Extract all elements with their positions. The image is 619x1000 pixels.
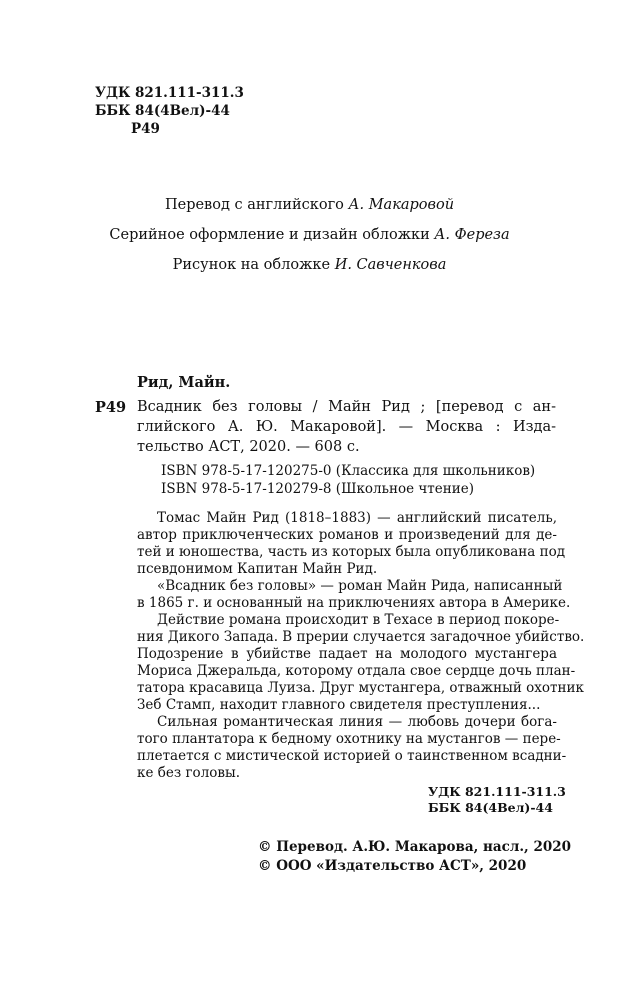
bbk-code: ББК 84(4Вел)-44 <box>95 103 230 119</box>
annotation-line: Сильная романтическая линия — любовь дочери бога- <box>157 714 557 730</box>
annotation <box>137 510 585 782</box>
bib-line: глийского А. Ю. Макаровой]. — Москва : Изда- <box>137 419 556 435</box>
bib-author-sign: Р49 <box>95 399 127 416</box>
isbn-line: ISBN 978-5-17-120279-8 (Школьное чтение) <box>161 481 475 497</box>
classification-block <box>95 84 244 138</box>
annotation-line: псевдонимом Капитан Майн Рид. <box>137 561 378 577</box>
bib-line: тельство АСТ, 2020. — 608 с. <box>137 439 360 455</box>
annotation-line: Подозрение в убийстве падает на молодого мустангера <box>137 646 557 662</box>
copyright-line: © Перевод. А.Ю. Макарова, насл., 2020 <box>258 839 572 855</box>
bib-line: Всадник без головы / Майн Рид ; [перевод с ан- <box>137 399 556 415</box>
credit-illustration: Рисунок на обложке И. Савченкова <box>172 257 447 273</box>
copyright-line: © ООО «Издательство АСТ», 2020 <box>258 858 527 874</box>
annotation-line: того плантатора к бедному охотнику на мустангов — пере- <box>137 731 561 747</box>
classification-bottom <box>428 784 566 816</box>
annotation-line: тей и юношества, часть из которых была опубликована под <box>137 544 566 560</box>
annotation-line: Мориса Джеральда, которому отдала свое сердце дочь план- <box>137 663 576 679</box>
annotation-line: ния Дикого Запада. В прерии случается загадочное убийство. <box>137 629 585 645</box>
annotation-paragraph <box>137 612 585 714</box>
annotation-paragraph <box>137 714 567 782</box>
credit-translator-name: А. Макаровой <box>348 197 455 213</box>
credit-design: Серийное оформление и дизайн обложки А. Фереза <box>109 227 510 243</box>
bbk-code-bottom: ББК 84(4Вел)-44 <box>428 800 553 815</box>
annotation-line: Томас Майн Рид (1818–1883) — английский писатель, <box>157 510 557 526</box>
udk-code: УДК 821.111-311.3 <box>95 85 244 101</box>
author-heading: Рид, Майн. <box>137 374 231 391</box>
isbn-line: ISBN 978-5-17-120275-0 (Классика для школьников) <box>161 463 536 479</box>
annotation-line: татора красавица Луиза. Друг мустангера, отважный охотник <box>137 680 584 696</box>
credit-designer-name: А. Фереза <box>434 227 510 243</box>
isbn-block <box>161 462 535 498</box>
credit-translation: Перевод с английского А. Макаровой <box>164 197 455 213</box>
author-sign: Р49 <box>131 121 160 137</box>
annotation-paragraph <box>137 578 571 612</box>
annotation-line: плетается с мистической историей о таинственном всадни- <box>137 748 567 764</box>
bibliographic-description <box>137 397 556 457</box>
copyright-block <box>258 838 571 876</box>
udk-code-bottom: УДК 821.111-311.3 <box>428 784 566 799</box>
annotation-line: Зеб Стамп, находит главного свидетеля преступления... <box>137 697 541 713</box>
annotation-paragraph <box>137 510 566 578</box>
annotation-line: в 1865 г. и основанный на приключениях автора в Америке. <box>137 595 571 611</box>
annotation-line: ке без головы. <box>137 765 241 781</box>
annotation-line: «Всадник без головы» — роман Майн Рида, написанный <box>157 578 563 594</box>
annotation-line: автор приключенческих романов и произведений для де- <box>137 527 557 543</box>
annotation-line: Действие романа происходит в Техасе в период покоре- <box>157 612 560 628</box>
credit-illustrator-name: И. Савченкова <box>334 257 447 273</box>
